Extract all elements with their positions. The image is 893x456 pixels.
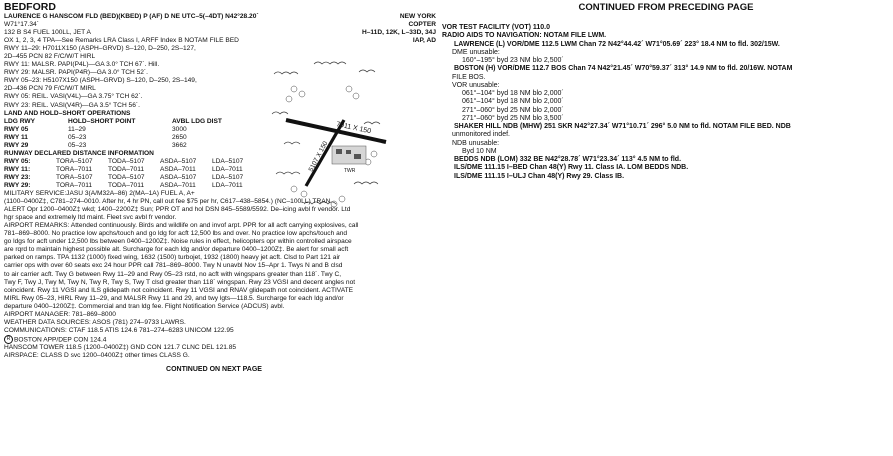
lahso-col: AVBL LDG DIST (172, 117, 222, 125)
navaid-line: 271°–060° byd 25 NM blo 3,500´ (462, 114, 564, 122)
tower-line: HANSCOM TOWER 118.5 (1200–0400Z‡) GND CON 121.7 CLNC DEL 121.85 (4, 344, 237, 352)
hangar-icon (354, 154, 361, 159)
navaid-line: VOR TEST FACILITY (VOT) 110.0 (442, 24, 551, 31)
runway-info (4, 45, 266, 190)
decl-cell: TODA–5107 (108, 173, 145, 181)
continued-from-preceding-page: CONTINUED FROM PRECEDING PAGE (578, 2, 754, 13)
runway-line: RWY 29: MALSR. PAPI(P4R)—GA 3.0° TCH 52´. (4, 69, 148, 77)
airport-remarks: coincident. Rwy 11 VGSI and ILS glidepath not coincident. Rwy 11 VGSI and RNAV glidepath not coincident. ACTIVATE (4, 286, 354, 294)
airport-remarks: MIRL Rwy 05–23, HIRL Rwy 11–29, and MALSR Rwy 11 and 29, and twy lgts—118.5. Surcharge for each ldg and/or (4, 294, 344, 302)
decl-cell: LDA–7011 (212, 165, 243, 173)
decl-cell: TODA–7011 (108, 181, 145, 189)
radar-symbol-icon: R (4, 335, 13, 344)
decl-cell: ASDA–7011 (160, 181, 196, 189)
navaid-list (442, 24, 890, 181)
runway-11-29-dimension: 7011 X 150 (335, 121, 372, 136)
runway-line: RWY 05: REIL. VASI(V4L)—GA 3.75° TCH 62´. (4, 93, 143, 101)
ox-line (4, 37, 436, 45)
navaid-line: ILS/DME 111.15 I–BED Chan 48(Y) Rwy 11. Class IA. LOM BEDDS NDB. (454, 164, 689, 172)
navaid-line: NDB unusable: (452, 139, 500, 147)
elevation-fuel: 132 B S4 FUEL 100LL, JET A (4, 29, 91, 37)
navaid-line: RADIO AIDS TO NAVIGATION: NOTAM FILE LWM. (442, 32, 607, 40)
airport-manager: AIRPORT MANAGER: 781–869–8000 (4, 310, 116, 318)
decl-cell: LDA–5107 (212, 173, 244, 181)
airport-remarks: go ldgs for acft under 12,500 lbs between 0400–1200Z‡. Noise rules in effect, helicopters opr within controlled airspace (4, 238, 352, 246)
tower-label: TWR (344, 168, 356, 174)
copter-label: COPTER (408, 21, 436, 29)
lahso-col: HOLD–SHORT POINT (68, 117, 136, 125)
lahso-cell: RWY 11 (4, 133, 28, 141)
lahso-row (4, 142, 266, 150)
military-service: hgr space and extremely ltd maint. Fleet svc avbl fr vendor. (4, 214, 177, 222)
navaid-line: BEDDS NDB (LOM) 332 BE N42°28.78´ W71°23.34´ 113° 4.5 NM to fld. (454, 156, 682, 163)
lahso-col: LDG RWY (4, 117, 36, 125)
decl-cell: RWY 23: (4, 173, 31, 181)
decl-cell: TORA–7011 (56, 181, 93, 189)
lahso-cell: 05–23 (68, 141, 87, 149)
approach-line (4, 335, 436, 344)
decl-cell: TORA–5107 (56, 173, 93, 181)
runway-05-23-dimension: 5107 X 150 (307, 140, 330, 173)
military-service: MILITARY SERVICE:JASU 3(A/M32A–86) 2(MA–1A) FUEL A, A+ (4, 190, 195, 198)
airport-remarks: 781–869–8000. No practice low apchs/touch and go ldg for acft 12,500 lbs and over. No practice low apchs/touch and (4, 230, 348, 238)
hangar-icon (336, 149, 342, 154)
lahso-cell: 3000 (172, 125, 187, 133)
lahso-cell: RWY 05 (4, 125, 29, 133)
navaid-line: ILS/DME 111.15 I–ULJ Chan 48(Y) Rwy 29. Class IB. (454, 172, 625, 180)
elevation-line (4, 29, 436, 37)
navaid-line: BOSTON (H) VOR/DME 112.7 BOS Chan 74 N42°21.45´ W70°59.37´ 313° 14.9 NM to fld. 20/16W. NOTAM (454, 65, 793, 73)
decl-cell: TODA–5107 (108, 157, 145, 165)
runway-line: 2D–455 PCN 82 F/C/W/T HIRL (4, 53, 96, 61)
airport-diagram (264, 54, 394, 224)
airport-remarks: parked on ramps. TPA 1132 (1000) fixed wing, 1632 (1500) turbojet, 1932 (1800) heavy jet acft. Clsd to Part 121 air (4, 254, 341, 262)
military-service: (1100–0400Z‡, C781–274–0010. After hr, 4 hr PN, call out fee $75 per hr, C617–438–5854.) (NC–100LL) TRAN (4, 198, 331, 206)
decl-cell: ASDA–5107 (160, 157, 197, 165)
approach-text: BOSTON APP/DEP CON 124.4 (14, 336, 107, 344)
airport-remarks: carrier ops with over 60 seats exc 24 hour PPR call 781–869–8000. Twy N unavbl Nov 15–Apr 1. Twys N and B clsd (4, 262, 343, 270)
lahso-row (4, 134, 266, 142)
navaid-line: SHAKER HILL NDB (MHW) 251 SKR N42°27.34´ W71°10.71´ 296° 5.0 NM to fld. NOTAM FILE BED. NDB (454, 123, 791, 130)
decl-cell: TORA–5107 (56, 157, 93, 165)
hangar-icon (346, 150, 351, 154)
lahso-row (4, 126, 266, 134)
decl-cell: ASDA–7011 (160, 165, 196, 173)
airport-remarks: are rqrd to maintain highest possible alt. Surcharge for each ldg and/or departure 0400–1200Z‡. Be alert for small acft (4, 246, 349, 254)
decl-cell: TORA–7011 (56, 165, 93, 173)
navaid-line: 160°–195° byd 23 NM blo 2,500´ (462, 57, 564, 64)
runway-line: 2D–436 PCN 79 F/C/W/T MIRL (4, 85, 96, 93)
airport-entry-right-column (442, 2, 890, 454)
decl-cell: RWY 11: (4, 165, 31, 173)
city-heading: BEDFORD (4, 2, 56, 13)
navaid-line: FILE BOS. (452, 73, 486, 81)
decl-cell: RWY 05: (4, 157, 31, 165)
lahso-cell: RWY 29 (4, 141, 29, 149)
decl-cell: ASDA–5107 (160, 173, 197, 181)
runway-line: RWY 23: REIL. VASI(V4R)—GA 3.5° TCH 56´. (4, 101, 140, 109)
airport-line (4, 13, 436, 21)
lahso-cell: 3662 (172, 141, 187, 149)
declared-distance-title: RUNWAY DECLARED DISTANCE INFORMATION (4, 149, 154, 157)
declared-distance-row (4, 158, 266, 166)
runway-line: RWY 11: MALSR. PAPI(P4L)—GA 3.0° TCH 67´. Hill. (4, 61, 160, 69)
weather-sources: WEATHER DATA SOURCES: ASOS (781) 274–9733 LAWRS. (4, 318, 186, 326)
lahso-header (4, 118, 266, 126)
decl-cell: LDA–7011 (212, 181, 243, 189)
longitude: W71°17.34´ (4, 21, 39, 29)
navaid-line: unmonitored indef. (452, 131, 510, 139)
declared-distance-row (4, 166, 266, 174)
navaid-line: VOR unusable: (452, 81, 500, 89)
airport-identifier: LAURENCE G HANSCOM FLD (BED)(KBED) P (AF) D NE UTC–5(–4DT) N42°28.20´ (4, 13, 259, 20)
lahso-title: LAND AND HOLD–SHORT OPERATIONS (4, 109, 131, 117)
airport-remarks: AIRPORT REMARKS: Attended continuously. Birds and wildlife on and invof arpt. PPR for all acft carrying explosives, call (4, 222, 359, 230)
declared-distance-row (4, 174, 266, 182)
chart-refs: H–11D, 12K, L–33D, 34J (361, 29, 436, 37)
decl-cell: TODA–7011 (108, 165, 145, 173)
runway-line: RWY 05–23: H5107X150 (ASPH–GRVD) S–120, D–250, 2S–149, (4, 77, 197, 85)
lahso-cell: 11–29 (68, 125, 86, 133)
navaid-line: LAWRENCE (L) VOR/DME 112.5 LWM Chan 72 N42°44.42´ W71°05.69´ 223° 18.4 NM to fld. 302/15W. (454, 40, 780, 48)
ox-notam: OX 1, 2, 3, 4 TPA—See Remarks LRA Class I, ARFF Index B NOTAM FILE BED (4, 37, 239, 45)
military-service: ALERT Opr 1200–0400Z‡ wkd; 1400–2200Z‡ Sun; PPR OT and hol DSN 845–5589/5592. De–icing avbl fr vendor. Ltd (4, 206, 351, 214)
airport-remarks: departure 0400–1200Z‡. Commercial and tran ldg fee. Flight Notification Service (ADCUS) avbl. (4, 302, 285, 310)
airport-remarks: Twy F, Twy J, Twy M, Twy N, Twy R, Twy S, Twy T clsd greater than 118´ wingspan. Rwy 23 VGSI and decent angles not (4, 278, 356, 286)
airspace-line: AIRSPACE: CLASS D svc 1200–0400Z‡ other times CLASS G. (4, 352, 190, 360)
navaid-line: Byd 10 NM (462, 147, 497, 155)
chart-region: NEW YORK (399, 13, 436, 20)
navaid-line: 061°–104° byd 18 NM blo 2,000´ (462, 98, 564, 106)
navaid-line: 271°–060° byd 25 NM blo 2,000´ (462, 106, 564, 114)
lahso-cell: 05–23 (68, 133, 87, 141)
declared-distance-row (4, 182, 266, 190)
decl-cell: RWY 29: (4, 181, 31, 189)
decl-cell: LDA–5107 (212, 157, 244, 165)
lahso-cell: 2650 (172, 133, 187, 141)
continued-next-page: CONTINUED ON NEXT PAGE (166, 366, 262, 374)
navaid-line: DME unusable: (452, 48, 500, 56)
iap-ad-label: IAP, AD (412, 37, 436, 45)
navaid-line: 061°–104° byd 18 NM blo 2,000´ (462, 90, 564, 97)
airport-remarks: to air carrier acft. Twy G between Rwy 11–29 and Rwy 05–23 rstd, no acft with wingspans greater than 118´. Twy C, (4, 270, 342, 278)
runway-line: RWY 11–29: H7011X150 (ASPH–GRVD) S–120, D–250, 2S–127, (4, 45, 196, 53)
communications: COMMUNICATIONS: CTAF 118.5 ATIS 124.6 781–274–6283 UNICOM 122.95 (4, 326, 234, 334)
coord-line (4, 21, 436, 29)
